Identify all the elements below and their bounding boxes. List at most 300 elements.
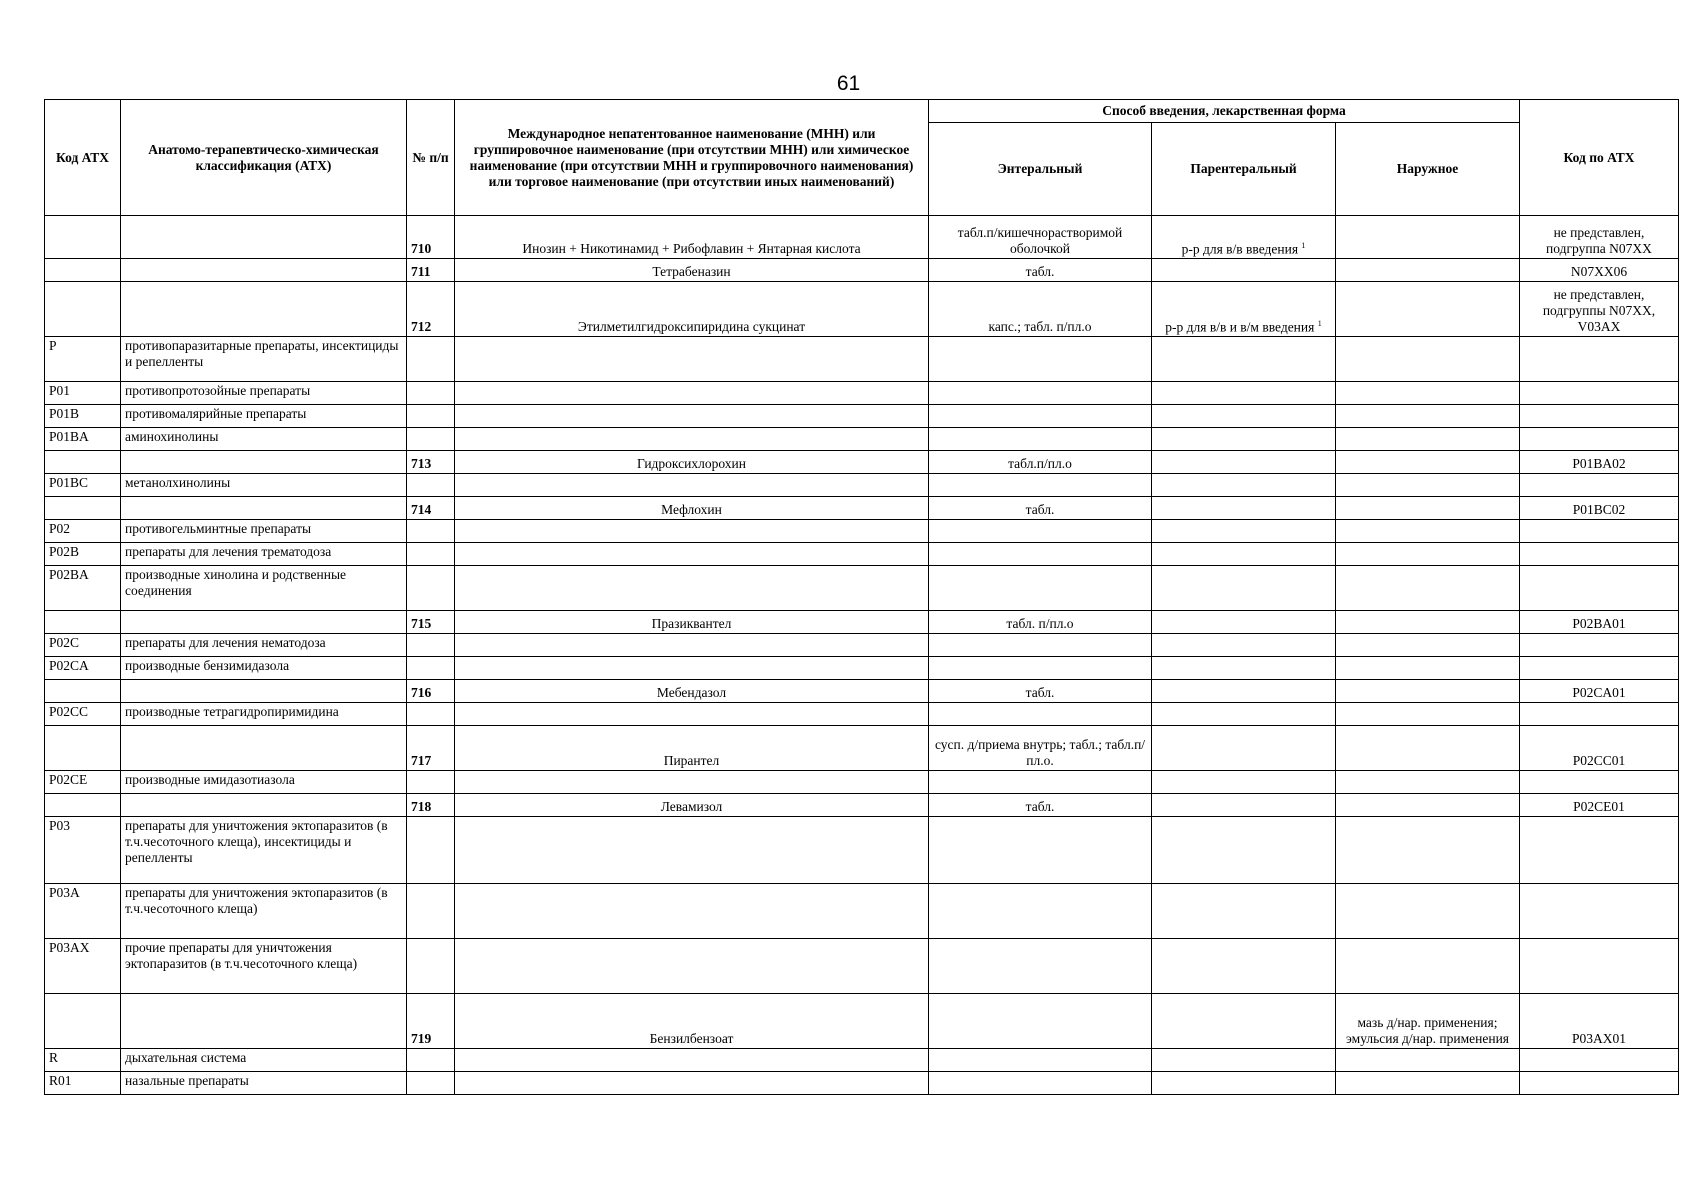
classification-cell-text: аминохинолины — [125, 429, 219, 444]
classification-cell-text: противопротозойные препараты — [125, 383, 311, 398]
classification-cell-text: производные тетрагидропиримидина — [125, 704, 339, 719]
number-cell — [407, 216, 455, 259]
external-cell — [1336, 1049, 1520, 1072]
parenteral-cell — [1152, 1072, 1336, 1095]
parenteral-cell — [1152, 817, 1336, 884]
enteral-cell — [929, 939, 1152, 994]
atx-code-by-cell — [1520, 634, 1679, 657]
external-cell-text: мазь д/нар. применения; эмульсия д/нар. применения — [1345, 1015, 1509, 1046]
table-row — [45, 680, 1679, 703]
drug-name-cell — [455, 497, 929, 520]
atx-code-cell-text: P03A — [49, 885, 80, 900]
number-cell-text: 715 — [411, 616, 432, 631]
table-row — [45, 474, 1679, 497]
classification-cell — [121, 543, 407, 566]
classification-cell — [121, 726, 407, 771]
number-cell — [407, 703, 455, 726]
number-cell — [407, 474, 455, 497]
external-cell — [1336, 771, 1520, 794]
number-cell — [407, 1049, 455, 1072]
drug-name-cell — [455, 428, 929, 451]
drug-name-cell-text: Этилметилгидроксипиридина сукцинат — [577, 319, 806, 334]
atx-code-cell-text: R01 — [49, 1073, 72, 1088]
atx-code-by-cell — [1520, 337, 1679, 382]
atx-code-by-cell — [1520, 428, 1679, 451]
drug-name-cell — [455, 543, 929, 566]
enteral-cell — [929, 282, 1152, 337]
atx-code-by-cell — [1520, 703, 1679, 726]
atx-code-by-cell — [1520, 657, 1679, 680]
parenteral-cell — [1152, 428, 1336, 451]
drug-name-cell — [455, 817, 929, 884]
parenteral-cell — [1152, 451, 1336, 474]
table-row — [45, 566, 1679, 611]
enteral-cell — [929, 566, 1152, 611]
number-cell — [407, 451, 455, 474]
enteral-cell — [929, 884, 1152, 939]
atx-code-by-cell-text: P01BC02 — [1572, 502, 1626, 517]
classification-cell — [121, 771, 407, 794]
external-cell — [1336, 405, 1520, 428]
enteral-cell — [929, 1049, 1152, 1072]
header-atx-code: Код АТХ — [45, 100, 121, 216]
external-cell — [1336, 428, 1520, 451]
drug-name-cell — [455, 451, 929, 474]
table-row — [45, 1049, 1679, 1072]
table-row — [45, 382, 1679, 405]
classification-cell — [121, 657, 407, 680]
enteral-cell-text: табл. — [1025, 264, 1055, 279]
number-cell — [407, 520, 455, 543]
atx-code-by-cell — [1520, 817, 1679, 884]
external-cell — [1336, 282, 1520, 337]
table-row — [45, 939, 1679, 994]
atx-code-cell — [45, 1049, 121, 1072]
number-cell — [407, 794, 455, 817]
table-row — [45, 337, 1679, 382]
atx-code-by-cell — [1520, 259, 1679, 282]
parenteral-cell — [1152, 497, 1336, 520]
atx-code-by-cell — [1520, 794, 1679, 817]
number-cell-text: 719 — [411, 1031, 432, 1046]
atx-code-cell-text: P02B — [49, 544, 80, 559]
classification-cell-text: противогельминтные препараты — [125, 521, 312, 536]
classification-cell-text: производные имидазотиазола — [125, 772, 295, 787]
classification-cell — [121, 1072, 407, 1095]
atx-code-cell — [45, 634, 121, 657]
number-cell — [407, 259, 455, 282]
classification-cell — [121, 703, 407, 726]
table-row — [45, 428, 1679, 451]
enteral-cell — [929, 543, 1152, 566]
classification-cell-text: дыхательная система — [125, 1050, 247, 1065]
atx-code-cell — [45, 497, 121, 520]
parenteral-cell — [1152, 611, 1336, 634]
drug-name-cell-text: Тетрабеназин — [652, 264, 731, 279]
drug-name-cell — [455, 680, 929, 703]
parenteral-cell — [1152, 337, 1336, 382]
enteral-cell — [929, 474, 1152, 497]
drug-name-cell — [455, 520, 929, 543]
number-cell — [407, 680, 455, 703]
classification-cell-text: противопаразитарные препараты, инсектициды и репелленты — [125, 338, 399, 369]
atx-code-by-cell — [1520, 282, 1679, 337]
table-row — [45, 216, 1679, 259]
drug-name-cell-text: Мефлохин — [661, 502, 722, 517]
drug-name-cell — [455, 726, 929, 771]
classification-cell — [121, 216, 407, 259]
atx-code-cell — [45, 428, 121, 451]
drug-name-cell — [455, 405, 929, 428]
external-cell — [1336, 884, 1520, 939]
drug-name-cell — [455, 634, 929, 657]
parenteral-cell-text: р-р для в/в и в/м введения — [1165, 319, 1315, 334]
drug-name-cell-text: Пирантел — [663, 753, 720, 768]
number-cell — [407, 1072, 455, 1095]
enteral-cell-text: табл. — [1025, 685, 1055, 700]
drug-name-cell-text: Бензилбензоат — [649, 1031, 734, 1046]
number-cell — [407, 939, 455, 994]
parenteral-cell — [1152, 680, 1336, 703]
external-cell — [1336, 817, 1520, 884]
atx-code-by-cell — [1520, 520, 1679, 543]
atx-code-cell-text: P02CE — [49, 772, 88, 787]
drug-name-cell-text: Гидроксихлорохин — [637, 456, 746, 471]
parenteral-cell — [1152, 884, 1336, 939]
atx-code-cell — [45, 939, 121, 994]
atx-code-by-cell-text: не представлен, подгруппы N07XX, V03AX — [1542, 287, 1656, 334]
parenteral-cell — [1152, 939, 1336, 994]
parenteral-cell — [1152, 657, 1336, 680]
classification-cell-text: препараты для уничтожения эктопаразитов (в т.ч.чесоточного клеща) — [125, 885, 388, 916]
number-cell — [407, 497, 455, 520]
table-row — [45, 771, 1679, 794]
atx-code-by-cell-text: N07XX06 — [1570, 264, 1628, 279]
table-row — [45, 794, 1679, 817]
table-row — [45, 520, 1679, 543]
classification-cell — [121, 994, 407, 1049]
enteral-cell — [929, 794, 1152, 817]
atx-code-cell-text: P03AX — [49, 940, 90, 955]
atx-code-by-cell — [1520, 451, 1679, 474]
atx-code-by-cell-text: не представлен, подгруппа N07XX — [1546, 225, 1652, 256]
external-cell — [1336, 611, 1520, 634]
drug-name-cell — [455, 216, 929, 259]
atx-code-by-cell — [1520, 680, 1679, 703]
number-cell — [407, 282, 455, 337]
external-cell — [1336, 543, 1520, 566]
atx-code-cell — [45, 337, 121, 382]
atx-code-cell-text: P02 — [49, 521, 71, 536]
parenteral-cell — [1152, 994, 1336, 1049]
atx-code-cell-text: P02C — [49, 635, 80, 650]
number-cell — [407, 771, 455, 794]
atx-code-by-cell — [1520, 497, 1679, 520]
table-row — [45, 282, 1679, 337]
enteral-cell-text: табл.п/кишечнорастворимой оболочкой — [957, 225, 1123, 256]
table-row — [45, 817, 1679, 884]
table-header — [45, 100, 1679, 216]
atx-code-by-cell-text: P02CC01 — [1572, 753, 1626, 768]
classification-cell-text: препараты для лечения трематодоза — [125, 544, 332, 559]
atx-code-cell — [45, 282, 121, 337]
drug-name-cell — [455, 994, 929, 1049]
atx-code-cell — [45, 259, 121, 282]
number-cell — [407, 543, 455, 566]
footnote-mark: 1 — [1317, 318, 1322, 328]
drug-name-cell-text: Инозин + Никотинамид + Рибофлавин + Янтарная кислота — [522, 241, 861, 256]
external-cell — [1336, 994, 1520, 1049]
atx-code-by-cell — [1520, 474, 1679, 497]
classification-cell — [121, 497, 407, 520]
external-cell — [1336, 680, 1520, 703]
atx-code-cell-text: P03 — [49, 818, 71, 833]
atx-code-by-cell-text: P01BA02 — [1572, 456, 1626, 471]
drug-name-cell-text: Празиквантел — [651, 616, 732, 631]
parenteral-cell — [1152, 566, 1336, 611]
classification-cell — [121, 794, 407, 817]
external-cell — [1336, 497, 1520, 520]
enteral-cell — [929, 520, 1152, 543]
footnote-mark: 1 — [1301, 240, 1306, 250]
classification-cell-text: препараты для уничтожения эктопаразитов (в т.ч.чесоточного клеща), инсектициды и репелленты — [125, 818, 388, 865]
atx-code-cell-text: P — [49, 338, 57, 353]
classification-cell — [121, 1049, 407, 1072]
external-cell — [1336, 634, 1520, 657]
atx-code-cell — [45, 566, 121, 611]
atx-code-by-cell-text: P02CE01 — [1573, 799, 1625, 814]
number-cell-text: 712 — [411, 319, 432, 334]
atx-code-cell — [45, 680, 121, 703]
parenteral-cell-text: р-р для в/в введения — [1181, 241, 1299, 256]
header-drug-name: Международное непатентованное наименование (МНН) или группировочное наименование (при отсутствии МНН) или химическое наименование (при отсутствии МНН и группировочного наименования) или торговое наименование (при отсутствии иных наименований) — [455, 100, 929, 216]
atx-code-cell-text: P01BC — [49, 475, 89, 490]
enteral-cell — [929, 259, 1152, 282]
drug-name-cell — [455, 566, 929, 611]
number-cell-text: 714 — [411, 502, 432, 517]
parenteral-cell — [1152, 405, 1336, 428]
header-parenteral: Парентеральный — [1152, 123, 1336, 216]
enteral-cell-text: табл.п/пл.о — [1008, 456, 1072, 471]
number-cell — [407, 884, 455, 939]
table-row — [45, 994, 1679, 1049]
atx-code-cell — [45, 703, 121, 726]
classification-cell — [121, 451, 407, 474]
enteral-cell — [929, 451, 1152, 474]
number-cell-text: 717 — [411, 753, 432, 768]
drug-name-cell — [455, 1072, 929, 1095]
external-cell — [1336, 566, 1520, 611]
drug-name-cell — [455, 1049, 929, 1072]
parenteral-cell — [1152, 1049, 1336, 1072]
table-row — [45, 634, 1679, 657]
table-row — [45, 543, 1679, 566]
external-cell — [1336, 474, 1520, 497]
drug-name-cell — [455, 337, 929, 382]
parenteral-cell — [1152, 474, 1336, 497]
atx-code-cell-text: P01 — [49, 383, 71, 398]
classification-cell — [121, 520, 407, 543]
classification-cell-text: противомалярийные препараты — [125, 406, 307, 421]
classification-cell — [121, 884, 407, 939]
parenteral-cell — [1152, 726, 1336, 771]
atx-code-cell — [45, 216, 121, 259]
number-cell — [407, 994, 455, 1049]
number-cell-text: 710 — [411, 241, 432, 256]
external-cell — [1336, 703, 1520, 726]
number-cell — [407, 611, 455, 634]
atx-code-by-cell — [1520, 939, 1679, 994]
table-row — [45, 726, 1679, 771]
header-route-form: Способ введения, лекарственная форма — [929, 100, 1520, 123]
header-atx-code-by: Код по АТХ — [1520, 100, 1679, 216]
classification-cell — [121, 382, 407, 405]
enteral-cell — [929, 994, 1152, 1049]
enteral-cell — [929, 817, 1152, 884]
atx-code-cell — [45, 726, 121, 771]
number-cell — [407, 817, 455, 884]
atx-code-cell — [45, 884, 121, 939]
classification-cell-text: метанолхинолины — [125, 475, 231, 490]
atx-code-cell-text: P02CA — [49, 658, 89, 673]
number-cell — [407, 634, 455, 657]
external-cell — [1336, 794, 1520, 817]
atx-code-cell — [45, 405, 121, 428]
drug-name-cell-text: Мебендазол — [656, 685, 727, 700]
enteral-cell — [929, 382, 1152, 405]
classification-cell — [121, 817, 407, 884]
classification-cell — [121, 405, 407, 428]
atx-code-by-cell — [1520, 1049, 1679, 1072]
atx-code-cell — [45, 657, 121, 680]
enteral-cell — [929, 428, 1152, 451]
parenteral-cell — [1152, 703, 1336, 726]
table-row — [45, 405, 1679, 428]
atx-code-cell-text: P02CC — [49, 704, 89, 719]
atx-code-by-cell-text: P03AX01 — [1571, 1031, 1626, 1046]
enteral-cell — [929, 337, 1152, 382]
drug-list-table — [44, 99, 1679, 1095]
parenteral-cell — [1152, 216, 1336, 259]
enteral-cell-text: табл. — [1025, 799, 1055, 814]
number-cell-text: 713 — [411, 456, 432, 471]
header-enteral: Энтеральный — [929, 123, 1152, 216]
page-number: 61 — [836, 72, 861, 95]
classification-cell — [121, 680, 407, 703]
enteral-cell — [929, 216, 1152, 259]
atx-code-by-cell — [1520, 405, 1679, 428]
drug-name-cell — [455, 282, 929, 337]
atx-code-cell — [45, 817, 121, 884]
drug-name-cell — [455, 382, 929, 405]
atx-code-by-cell — [1520, 994, 1679, 1049]
parenteral-cell — [1152, 543, 1336, 566]
header-classification: Анатомо-терапевтическо-химическая классификация (АТХ) — [121, 100, 407, 216]
atx-code-cell — [45, 382, 121, 405]
enteral-cell — [929, 657, 1152, 680]
atx-code-by-cell-text: P02CA01 — [1572, 685, 1626, 700]
table-body — [45, 216, 1679, 1095]
atx-code-by-cell — [1520, 566, 1679, 611]
table-row — [45, 497, 1679, 520]
enteral-cell — [929, 497, 1152, 520]
classification-cell — [121, 282, 407, 337]
classification-cell-text: производные хинолина и родственные соединения — [125, 567, 347, 598]
classification-cell — [121, 634, 407, 657]
enteral-cell — [929, 405, 1152, 428]
enteral-cell — [929, 726, 1152, 771]
enteral-cell — [929, 611, 1152, 634]
parenteral-cell — [1152, 794, 1336, 817]
parenteral-cell — [1152, 771, 1336, 794]
atx-code-cell-text: P02BA — [49, 567, 89, 582]
classification-cell-text: назальные препараты — [125, 1073, 249, 1088]
atx-code-by-cell — [1520, 726, 1679, 771]
drug-name-cell — [455, 703, 929, 726]
atx-code-cell — [45, 994, 121, 1049]
table-row — [45, 611, 1679, 634]
number-cell-text: 711 — [411, 264, 431, 279]
number-cell-text: 716 — [411, 685, 432, 700]
atx-code-cell — [45, 543, 121, 566]
classification-cell — [121, 259, 407, 282]
external-cell — [1336, 337, 1520, 382]
atx-code-cell — [45, 474, 121, 497]
atx-code-by-cell — [1520, 216, 1679, 259]
parenteral-cell — [1152, 382, 1336, 405]
number-cell — [407, 566, 455, 611]
classification-cell — [121, 428, 407, 451]
number-cell — [407, 382, 455, 405]
enteral-cell — [929, 771, 1152, 794]
header-number: № п/п — [407, 100, 455, 216]
table-row — [45, 1072, 1679, 1095]
enteral-cell-text: табл. — [1025, 502, 1055, 517]
classification-cell-text: препараты для лечения нематодоза — [125, 635, 326, 650]
external-cell — [1336, 259, 1520, 282]
classification-cell-text: прочие препараты для уничтожения эктопаразитов (в т.ч.чесоточного клеща) — [125, 940, 358, 971]
classification-cell — [121, 611, 407, 634]
external-cell — [1336, 520, 1520, 543]
enteral-cell-text: капс.; табл. п/пл.о — [988, 319, 1092, 334]
table-row — [45, 703, 1679, 726]
enteral-cell — [929, 703, 1152, 726]
drug-name-cell — [455, 771, 929, 794]
number-cell — [407, 337, 455, 382]
number-cell — [407, 405, 455, 428]
atx-code-cell — [45, 611, 121, 634]
atx-code-cell — [45, 771, 121, 794]
enteral-cell — [929, 1072, 1152, 1095]
classification-cell — [121, 566, 407, 611]
classification-cell — [121, 474, 407, 497]
classification-cell-text: производные бензимидазола — [125, 658, 290, 673]
parenteral-cell — [1152, 259, 1336, 282]
atx-code-cell-text: P01B — [49, 406, 80, 421]
atx-code-by-cell — [1520, 611, 1679, 634]
table-row — [45, 451, 1679, 474]
drug-name-cell — [455, 611, 929, 634]
enteral-cell-text: сусп. д/приема внутрь; табл.; табл.п/пл.о. — [934, 737, 1146, 768]
external-cell — [1336, 451, 1520, 474]
parenteral-cell — [1152, 520, 1336, 543]
drug-name-cell — [455, 259, 929, 282]
number-cell — [407, 657, 455, 680]
external-cell — [1336, 1072, 1520, 1095]
external-cell — [1336, 657, 1520, 680]
atx-code-by-cell — [1520, 771, 1679, 794]
drug-name-cell — [455, 884, 929, 939]
